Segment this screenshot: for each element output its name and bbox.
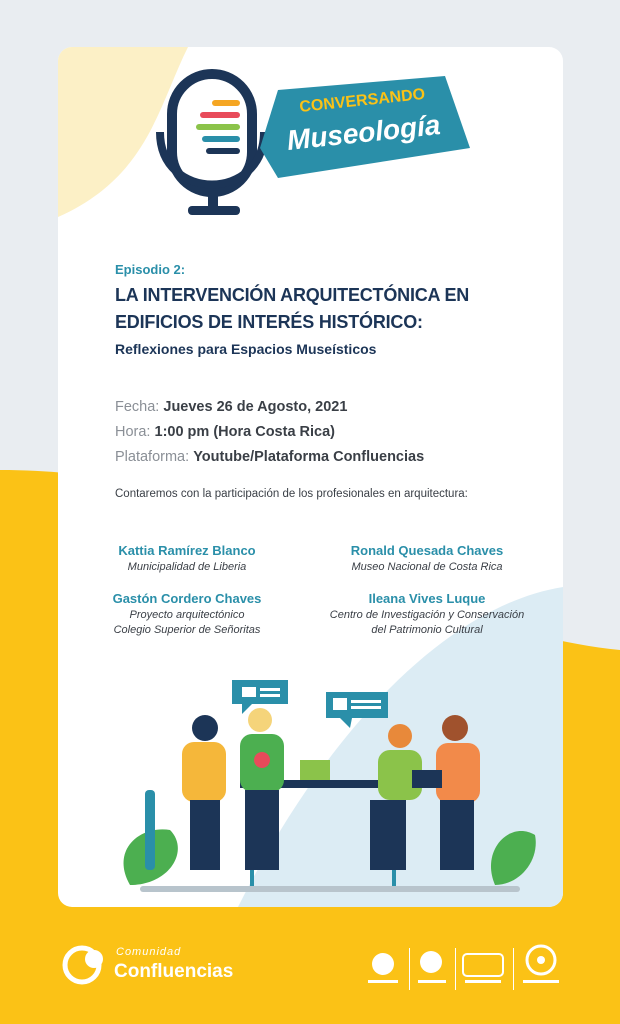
- participant-org-line1: Proyecto arquitectónico: [129, 609, 245, 621]
- sun-logo-icon: [368, 953, 398, 983]
- podcast-illustration: [100, 650, 540, 905]
- intro-text: Contaremos con la participación de los profesionales en arquitectura:: [115, 488, 468, 500]
- community-name: Confluencias: [114, 961, 234, 982]
- platform-row: [115, 449, 424, 465]
- episode-title-line1: LA INTERVENCIÓN ARQUITECTÓNICA EN: [115, 285, 470, 305]
- time-row: [115, 424, 335, 440]
- leaf-right: [491, 831, 536, 885]
- platform-value: Youtube/Plataforma Confluencias: [193, 449, 425, 465]
- participant-org-line2: del Patrimonio Cultural: [371, 624, 483, 636]
- partner-logos: [363, 940, 568, 998]
- participant-name: Gastón Cordero Chaves: [112, 591, 262, 606]
- speech-bubble-icon: [326, 692, 388, 728]
- time-value: 1:00 pm (Hora Costa Rica): [154, 424, 335, 440]
- participant: [312, 543, 542, 575]
- podcast-logo: [100, 62, 480, 222]
- participant-org: [72, 608, 302, 638]
- participant-org: [312, 608, 542, 638]
- date-row: [115, 399, 347, 415]
- cultura-logo-icon: [463, 954, 503, 983]
- anniversary-logo-icon: [418, 951, 446, 983]
- date-label: Fecha:: [115, 399, 160, 415]
- platform-label: Plataforma:: [115, 449, 190, 465]
- participant: [312, 591, 542, 638]
- participant-name: Ileana Vives Luque: [368, 591, 486, 606]
- museo-nacional-logo-icon: [523, 946, 559, 983]
- time-label: Hora:: [115, 424, 151, 440]
- participant-org-line1: Centro de Investigación y Conservación: [329, 609, 525, 621]
- participant-org-line2: Colegio Superior de Señoritas: [113, 624, 261, 636]
- community-label: Comunidad: [116, 946, 182, 958]
- date-value: Jueves 26 de Agosto, 2021: [163, 399, 348, 415]
- participant: [72, 591, 302, 638]
- participant-org: Municipalidad de Liberia: [127, 561, 247, 573]
- participant-org: Museo Nacional de Costa Rica: [351, 561, 503, 573]
- participant-name: Kattia Ramírez Blanco: [118, 543, 256, 558]
- logo-line2: Museología: [285, 109, 442, 156]
- participant-name: Ronald Quesada Chaves: [350, 543, 504, 558]
- microphone-icon: [160, 74, 264, 215]
- episode-label: Episodio 2:: [115, 262, 186, 277]
- episode-title-line2: EDIFICIOS DE INTERÉS HISTÓRICO:: [115, 312, 423, 332]
- logo-line1: CONVERSANDO: [298, 85, 426, 116]
- participant: [72, 543, 302, 575]
- episode-subtitle: Reflexiones para Espacios Museísticos: [115, 341, 377, 357]
